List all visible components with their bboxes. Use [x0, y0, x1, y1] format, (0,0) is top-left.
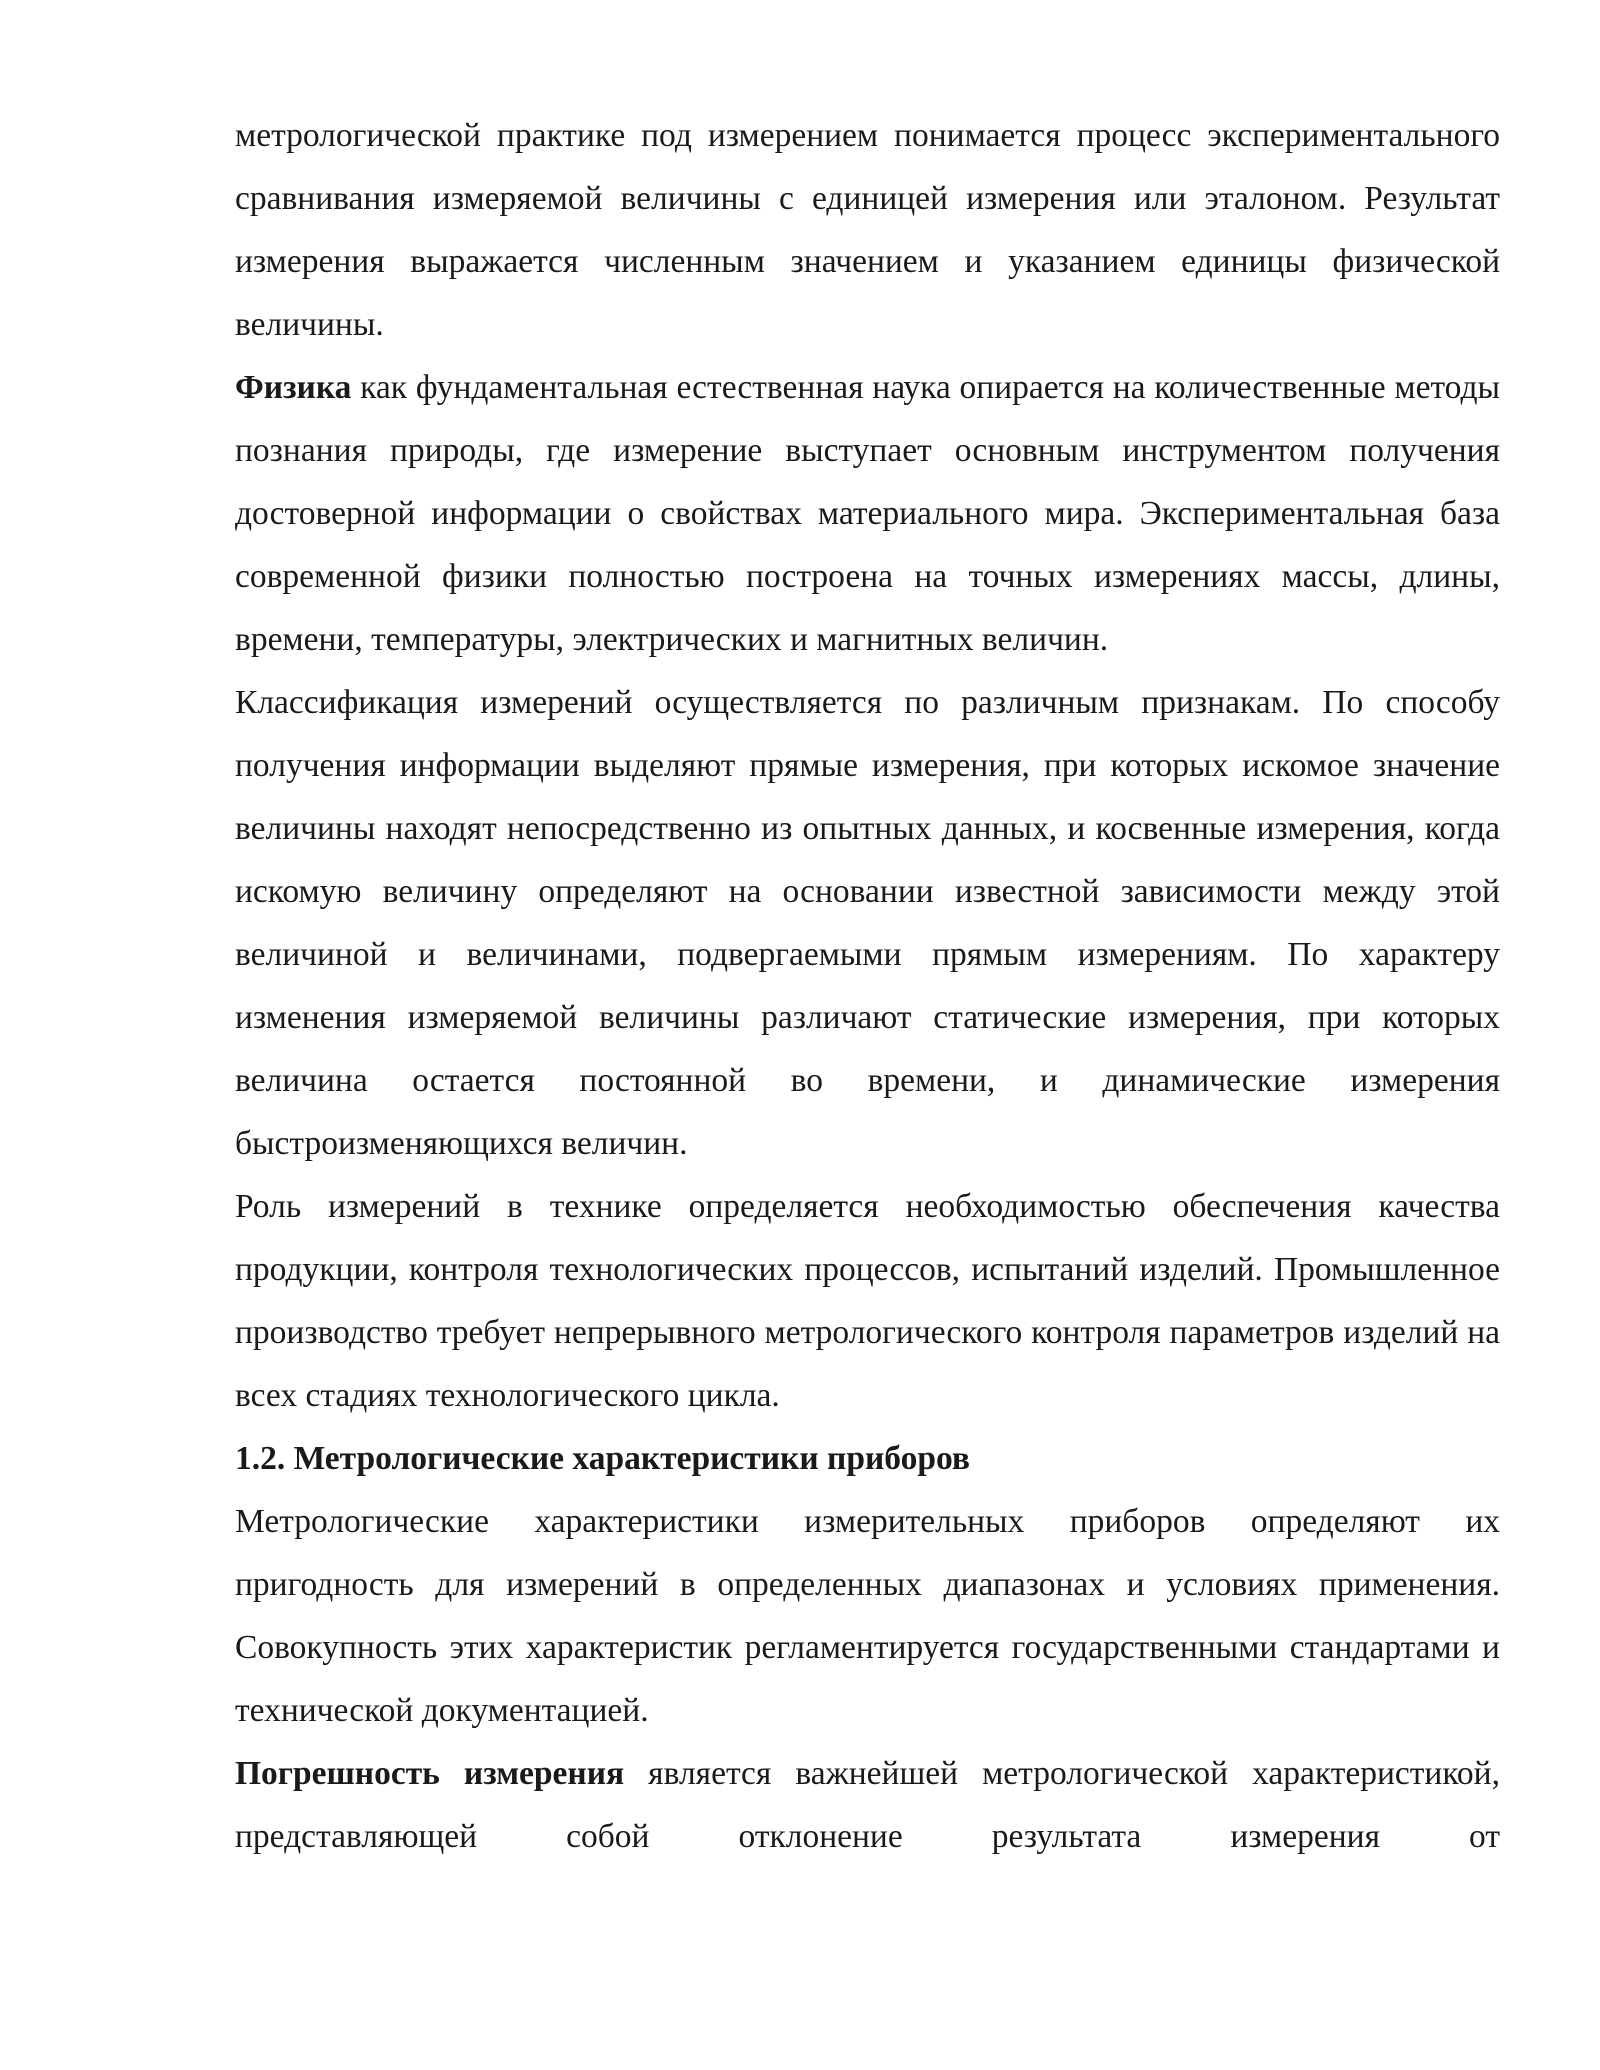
document-page [235, 104, 1500, 1868]
paragraph-role-in-engineering: Роль измерений в технике определяется необходимостью обеспечения качества продукции, контроля технологических процессов, испытаний изделий. Промышленное производство требует непрерывного метрологического контроля параметров изделий на всех стадиях технологического цикла. [235, 1188, 1500, 1414]
section-heading: 1.2. Метрологические характеристики приборов [235, 1440, 970, 1477]
paragraph-classification: Классификация измерений осуществляется по различным признакам. По способу получения информации выделяют прямые измерения, при которых искомое значение величины находят непосредственно из опытных данных, и косвенные измерения, когда искомую величину определяют на основании известной зависимости между этой величиной и величинами, подвергаемыми прямым измерениям. По характеру изменения измеряемой величины различают статические измерения, при которых величина остается постоянной во времени, и динамические измерения быстроизменяющихся величин. [235, 684, 1500, 1162]
paragraph-measurement-definition: метрологической практике под измерением понимается процесс экспериментального сравнивания измеряемой величины с единицей измерения или эталоном. Результат измерения выражается численным значением и указанием единицы физической величины. [235, 117, 1500, 343]
paragraph-physics [235, 356, 1500, 671]
paragraph-metrological-characteristics: Метрологические характеристики измерительных приборов определяют их пригодность для измерений в определенных диапазонах и условиях применения. Совокупность этих характеристик регламентируется государственными стандартами и технической документацией. [235, 1503, 1500, 1729]
paragraph-measurement-error-text: является важнейшей метрологической характеристикой, представляющей собой отклонение результата измерения от [235, 1755, 1500, 1855]
bold-term-physics: Физика [235, 369, 352, 406]
bold-term-measurement-error: Погрешность измерения [235, 1755, 625, 1792]
paragraph-measurement-error [235, 1742, 1500, 1868]
paragraph-physics-text: как фундаментальная естественная наука опирается на количественные методы познания природы, где измерение выступает основным инструментом получения достоверной информации о свойствах материального мира. Экспериментальная база современной физики полностью построена на точных измерениях массы, длины, времени, температуры, электрических и магнитных величин. [235, 369, 1500, 658]
